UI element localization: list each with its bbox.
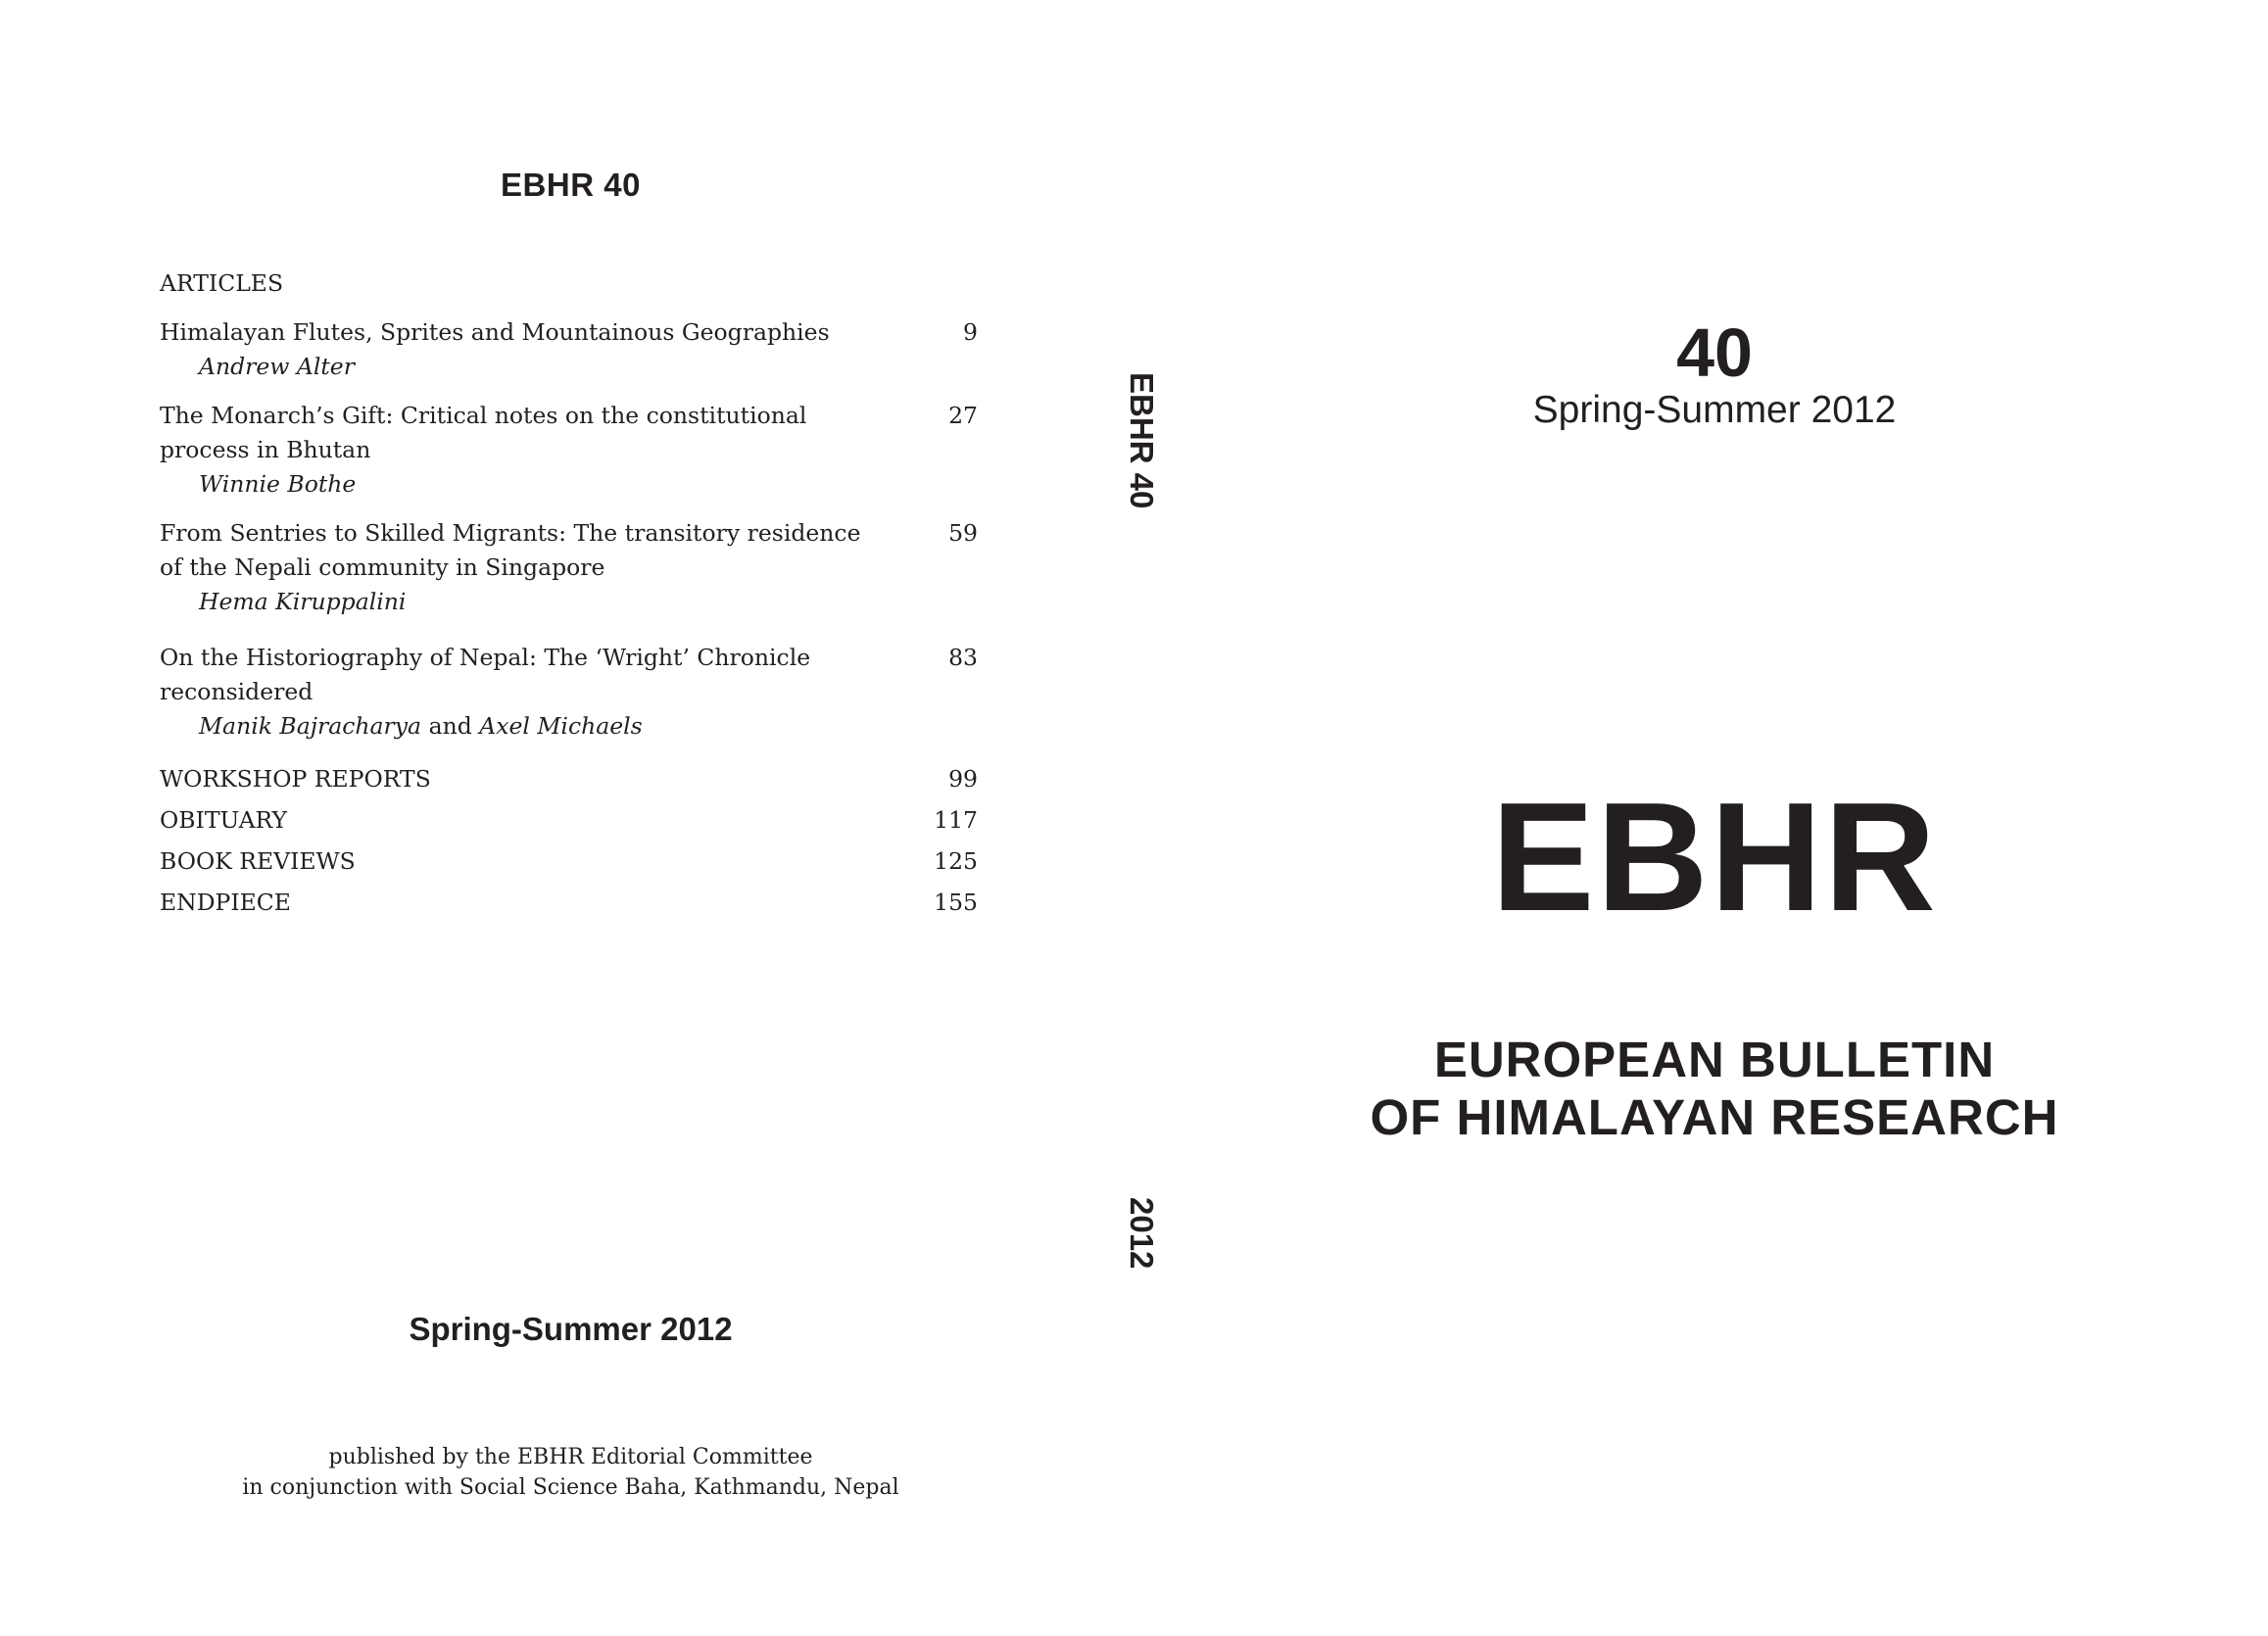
section-page: 99 bbox=[948, 765, 978, 793]
article-page: 27 bbox=[948, 402, 978, 429]
toc-article-3 bbox=[160, 516, 978, 619]
toc-heading: ARTICLES bbox=[160, 269, 284, 297]
author-conjunction: and bbox=[428, 712, 472, 740]
article-title: From Sentries to Skilled Migrants: The transitory residence of the Nepali community in Singapore bbox=[160, 519, 861, 581]
toc-article-2 bbox=[160, 399, 978, 502]
toc-article-1 bbox=[160, 315, 978, 384]
article-author: Andrew Alter bbox=[199, 353, 355, 380]
toc-section-endpiece bbox=[160, 882, 978, 923]
spine-year: 2012 bbox=[1124, 1197, 1160, 1270]
journal-name bbox=[1274, 1031, 2155, 1146]
journal-logo: EBHR bbox=[1491, 771, 1938, 943]
toc-section-workshop-reports bbox=[160, 758, 978, 799]
article-author: Hema Kiruppalini bbox=[199, 588, 407, 615]
section-label: OBITUARY bbox=[160, 806, 288, 834]
article-author: Winnie Bothe bbox=[199, 470, 357, 498]
section-page: 155 bbox=[934, 889, 978, 916]
issue-season: Spring-Summer 2012 bbox=[1532, 389, 1897, 431]
article-title: The Monarch’s Gift: Critical notes on the constitutional process in Bhutan bbox=[160, 402, 807, 463]
toc-article-4 bbox=[160, 641, 978, 744]
article-authors bbox=[160, 709, 885, 744]
journal-name-line-1: EUROPEAN BULLETIN bbox=[1433, 1032, 1996, 1087]
publisher-line-1: published by the EBHR Editorial Committee bbox=[328, 1445, 813, 1469]
section-page: 117 bbox=[934, 806, 978, 834]
publisher-line-2: in conjunction with Social Science Baha, Kathmandu, Nepal bbox=[242, 1475, 899, 1500]
publisher-info bbox=[0, 1442, 1141, 1503]
article-page: 59 bbox=[948, 519, 978, 547]
article-title: Himalayan Flutes, Sprites and Mountainous Geographies bbox=[160, 318, 830, 346]
journal-name-line-2: OF HIMALAYAN RESEARCH bbox=[1370, 1089, 2059, 1145]
table-of-contents bbox=[160, 266, 978, 923]
back-cover-title: EBHR 40 bbox=[501, 167, 641, 203]
article-page: 9 bbox=[963, 318, 978, 346]
article-author-1: Manik Bajracharya bbox=[199, 712, 422, 740]
article-title: On the Historiography of Nepal: The ‘Wright’ Chronicle reconsidered bbox=[160, 644, 811, 705]
spine-title: EBHR 40 bbox=[1124, 372, 1160, 509]
section-page: 125 bbox=[934, 847, 978, 875]
back-cover bbox=[0, 0, 1107, 1636]
toc-section-obituary bbox=[160, 799, 978, 841]
back-cover-date: Spring-Summer 2012 bbox=[409, 1311, 733, 1347]
article-page: 83 bbox=[948, 644, 978, 671]
toc-section-book-reviews bbox=[160, 841, 978, 882]
article-author-2: Axel Michaels bbox=[479, 712, 643, 740]
section-label: ENDPIECE bbox=[160, 889, 291, 916]
section-label: WORKSHOP REPORTS bbox=[160, 765, 431, 793]
issue-number: 40 bbox=[1676, 314, 1753, 391]
section-label: BOOK REVIEWS bbox=[160, 847, 356, 875]
